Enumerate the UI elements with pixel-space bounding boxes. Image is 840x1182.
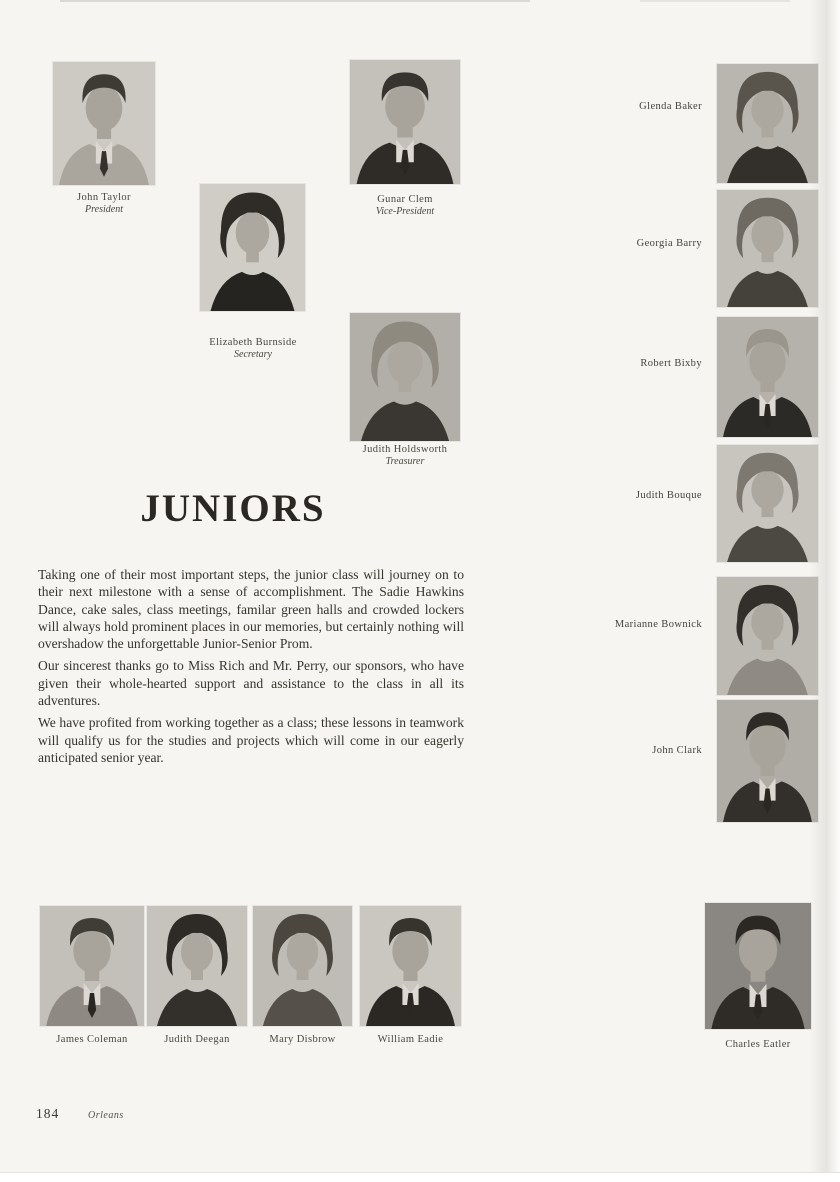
- portrait-marianne-bownick: [717, 577, 818, 695]
- portrait-james-coleman: [40, 906, 144, 1026]
- officer-title: Secretary: [234, 349, 272, 361]
- label-john-clark: John Clark: [652, 745, 702, 756]
- student-name: Mary Disbrow: [269, 1034, 336, 1045]
- portrait-mary-disbrow: [253, 906, 352, 1026]
- officer-title: Vice-President: [375, 206, 435, 218]
- scan-artifact-line: [60, 0, 530, 2]
- portrait-william-eadie: [360, 906, 461, 1026]
- caption-john-taylor: [53, 191, 155, 217]
- portrait-john-clark: [717, 700, 818, 822]
- caption-charles-eatler: [700, 1038, 816, 1051]
- scan-artifact-line: [640, 0, 790, 2]
- caption-mary-disbrow: [247, 1033, 358, 1046]
- student-name: Judith Deegan: [164, 1034, 230, 1045]
- portrait-judith-bouque: [717, 445, 818, 562]
- portrait-judith-deegan: [147, 906, 247, 1026]
- write-up-paragraph: Taking one of their most important steps, the junior class will journey on to their next milestone with a sense of accomplishment. The Sadie Hawkins Dance, cake sales, class meetings, familar green halls and crowded lockers will always hold prominent places in our memories, but certainly nothing will overshadow the unforgettable Junior-Senior Prom.: [38, 567, 464, 652]
- write-up-paragraph: We have profited from working together as a class; these lessons in teamwork will qualify us for the studies and projects which will come in our eagerly anticipated senior year.: [38, 715, 464, 765]
- portrait-robert-bixby: [717, 317, 818, 437]
- caption-william-eadie: [354, 1033, 467, 1046]
- label-marianne-bownick: Marianne Bownick: [614, 619, 702, 630]
- label-georgia-barry: Georgia Barry: [636, 238, 702, 249]
- class-write-up: [38, 566, 464, 771]
- portrait-georgia-barry: [717, 190, 818, 307]
- portrait-glenda-baker: [717, 64, 818, 183]
- officer-title: Treasurer: [385, 456, 425, 468]
- label-glenda-baker: Glenda Baker: [639, 101, 702, 112]
- officer-name: Judith Holdsworth: [362, 444, 448, 455]
- portrait-elizabeth-burnside: [200, 184, 305, 311]
- student-name: James Coleman: [56, 1034, 128, 1045]
- page-number: 184: [36, 1106, 60, 1121]
- page-title: JUNIORS: [140, 487, 326, 530]
- portrait-gunar-clem: [350, 60, 460, 184]
- caption-gunar-clem: [350, 193, 460, 219]
- officer-name: Elizabeth Burnside: [209, 337, 297, 348]
- officer-title: President: [85, 204, 123, 216]
- officer-name: John Taylor: [77, 192, 131, 203]
- label-judith-bouque: Judith Bouque: [635, 490, 702, 501]
- caption-james-coleman: [34, 1033, 150, 1046]
- write-up-paragraph: Our sincerest thanks go to Miss Rich and Mr. Perry, our sponsors, who have given their whole-hearted support and assistance to the class in all its adventures.: [38, 658, 464, 709]
- student-name: Charles Eatler: [725, 1039, 791, 1050]
- caption-judith-holdsworth: [340, 443, 470, 469]
- caption-judith-deegan: [141, 1033, 253, 1046]
- officer-name: Gunar Clem: [377, 194, 433, 205]
- caption-elizabeth-burnside: [188, 336, 318, 362]
- portrait-charles-eatler: [705, 903, 811, 1029]
- portrait-john-taylor: [53, 62, 155, 185]
- footer-caption: Orleans: [88, 1110, 124, 1121]
- portrait-judith-holdsworth: [350, 313, 460, 441]
- label-robert-bixby: Robert Bixby: [640, 358, 702, 369]
- student-name: William Eadie: [377, 1034, 444, 1045]
